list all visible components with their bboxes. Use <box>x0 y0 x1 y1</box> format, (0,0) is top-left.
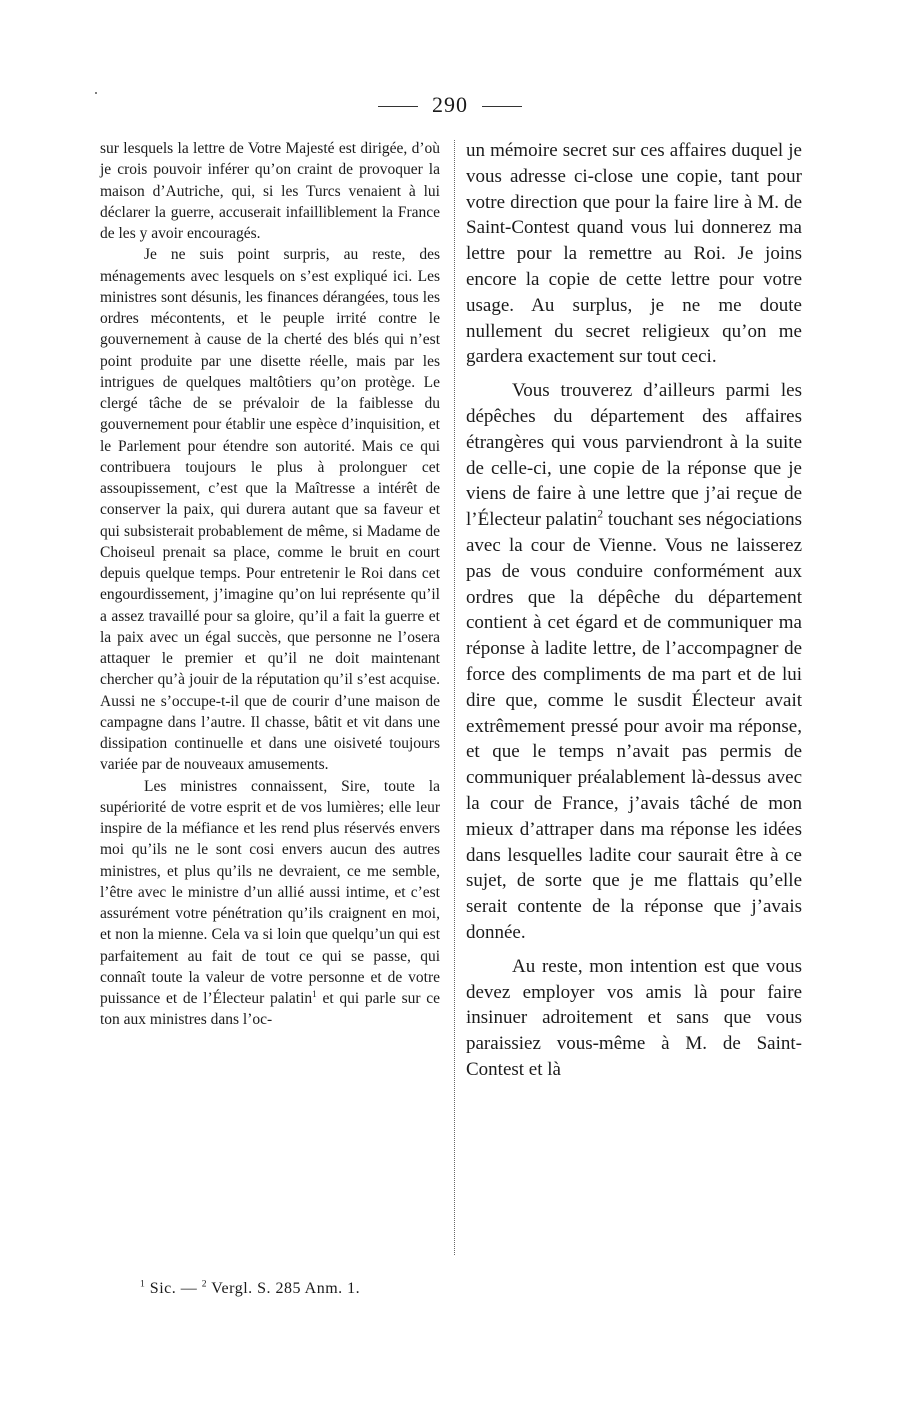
footnote-mark-1: 1 <box>140 1278 146 1290</box>
left-paragraph-3-text-b: et qui parle sur ce ton aux ministres dans l’oc- <box>100 990 440 1029</box>
right-paragraph-2-text-a: Vous trouverez d’ailleurs parmi les dépêches du département des affaires étrangères qui vous parviendront à la suite de celle-ci, une copie de la réponse que je viens de faire à une lettre que j’ai reçue de l’Électeur palatin <box>466 380 802 531</box>
footnote-ref-1: 1 <box>312 989 317 1000</box>
page-number: 290 <box>432 92 468 117</box>
footnote-ref-2: 2 <box>597 508 604 521</box>
left-paragraph-2: Je ne suis point surpris, au reste, des ménagements avec lesquels on s’est expliqué ici. Les ministres sont désunis, les finances dérangées, tous les ordres mécontents, et le peuple irrité contre le gouvernement à cause de la cherté des blés qui n’est point produite par une disette réelle, mais par les intrigues de quelques maltôtiers qu’on protège. Le clergé tâche de se prévaloir de la faiblesse du gouvernement pour établir une espèce d’inquisition, et le Parlement pour étendre son autorité. Mais ce qui contribuera toujours le plus à prolonguer cet assoupissement, c’est que la Maîtresse a intérêt de conserver la paix, qui durera autant que sa faveur et qui subsisterait probablement de même, si Madame de Choiseul prenait sa place, comme le bruit en court depuis quelque temps. Pour entretenir le Roi dans cet engourdissement, j’imagine qu’on lui représente qu’il a assez travaillé pour sa gloire, qu’il a fait la guerre et la paix avec un égal succès, que personne ne l’osera attaquer le premier et qu’il ne doit maintenant chercher qu’à jouir de la réputation qu’il s’est acquise. Aussi ne s’occupe-t-il que de courir d’une maison de campagne dans l’autre. Il chasse, bâtit et vit dans une dissipation continuelle et dans une oisiveté toujours variée par de nouveaux amusements. <box>100 246 440 774</box>
left-paragraph-3 <box>100 776 440 1031</box>
footnote-text-2: Vergl. S. 285 Anm. 1. <box>211 1280 361 1297</box>
right-paragraph-2-text-b: touchant ses négociations avec la cour de Vienne. Vous ne laisserez pas de vous conduire conformément aux ordres que la dépêche du département contient à cet égard et de communiquer ma réponse à ladite lettre, de l’accompagner de force des compliments de ma part et de lui dire que, comme le susdit Électeur avait extrêmement pressé pour avoir ma réponse, et que le temps n’avait pas permis de communiquer préalablement là-dessus avec la cour de France, j’avais tâché de mon mieux d’attraper dans ma réponse les idées dans lesquelles ladite cour saurait être à ce sujet, de sorte que je me flattais qu’elle serait contente de la réponse que j’avais donnée. <box>466 509 802 943</box>
left-paragraph-1: sur lesquels la lettre de Votre Majesté est dirigée, d’où je crois pouvoir inférer qu’on craint de provoquer la maison d’Autriche, qui, si les Turcs venaient à lui déclarer la guerre, accuserait infailliblement la France de les y avoir encouragés. <box>100 140 440 242</box>
left-column <box>100 138 440 1031</box>
right-paragraph-3: Au reste, mon intention est que vous devez employer vos amis là pour faire insinuer adroitement et sans que vous paraissiez vous-même à M. de Saint-Contest et là <box>466 955 802 1080</box>
header-rule-left <box>378 106 418 107</box>
column-divider <box>454 140 455 1255</box>
page-header <box>0 92 900 118</box>
footnotes <box>140 1280 360 1298</box>
header-rule-right <box>482 106 522 107</box>
footnote-text-1: Sic. — <box>149 1280 198 1297</box>
right-paragraph-2 <box>466 378 802 946</box>
right-paragraph-1: un mémoire secret sur ces affaires duquel je vous adresse ci-close une copie, tant pour votre direction que pour la faire lire à M. de Saint-Contest quand vous lui donnerez ma lettre pour la remettre au Roi. Je joins encore la copie de cette lettre pour votre usage. Au surplus, je ne me doute nullement du secret religieux qu’on me gardera exactement sur tout ceci. <box>466 140 802 368</box>
right-column <box>466 138 802 1083</box>
left-paragraph-3-text-a: Les ministres connaissent, Sire, toute la supériorité de votre esprit et de vos lumières; elle leur inspire de la méfiance et les rend plus réservés envers moi qu’ils ne le sont cosi envers aucun des autres ministres, et plus qu’ils ne devraient, ce me semble, l’être avec le ministre d’un allié aussi intime, et c’est assurément votre pénétration qu’ils craignent en moi, et non la mienne. Cela va si loin que quelqu’un qui est parfaitement au fait de tout ce qui se passe, qui connaît toute la valeur de votre personne et de votre puissance et de l’Électeur palatin <box>100 777 440 1007</box>
footnote-mark-2: 2 <box>201 1278 208 1290</box>
